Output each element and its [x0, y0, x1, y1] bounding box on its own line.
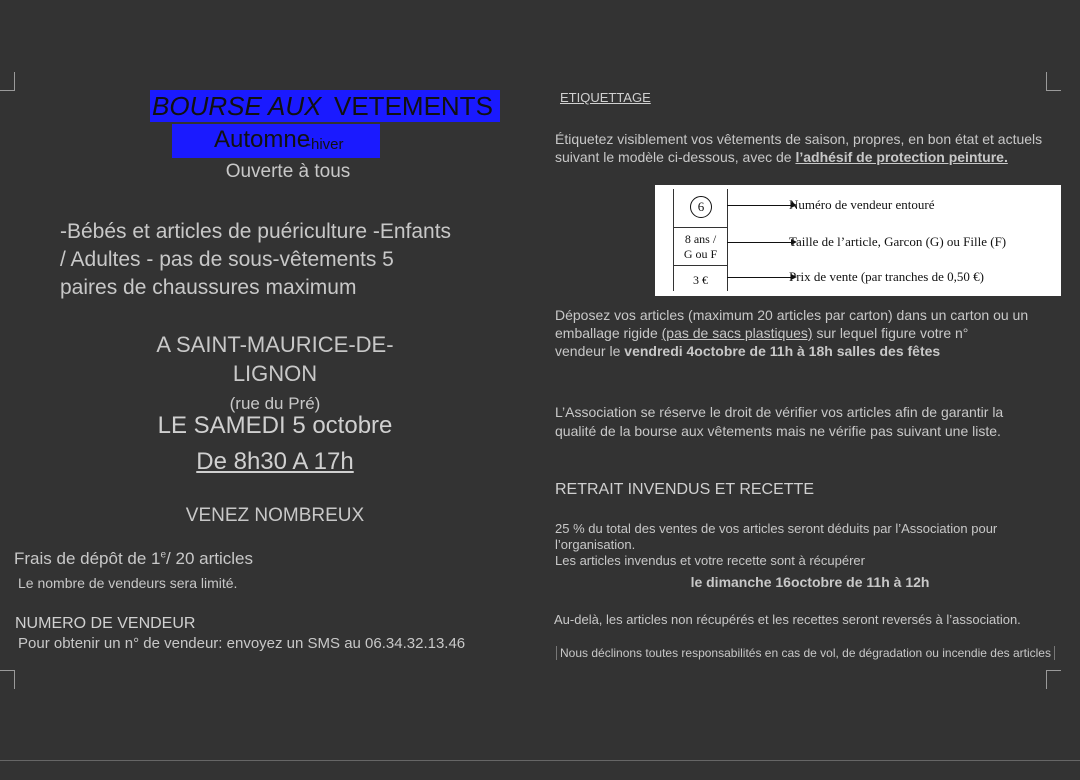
category-line: paires de chaussures maximum [60, 276, 357, 299]
cell-divider [674, 227, 727, 228]
labeling-text [555, 130, 1045, 166]
size-line2: G ou F [683, 247, 718, 261]
deposit-text-no-bags: (pas de sacs plastiques) [661, 325, 813, 341]
arrow-right-icon [727, 277, 795, 278]
labeling-text-tape: l’adhésif de protection peinture. [795, 149, 1008, 165]
labeling-text-main: Étiquetez visiblement vos vêtements de saison, propres, en bon état et actuels suivant le modèle ci-dessous, avec de [555, 131, 1043, 165]
deposit-text-1: Déposez vos articles (maximum 20 articles par carton) dans un carton ou un emballage rigide [555, 307, 1029, 341]
season-main: Automne [214, 126, 311, 153]
corner-mark-top-right [1046, 72, 1061, 91]
event-street: (rue du Pré) [229, 394, 321, 413]
labeling-heading: ETIQUETTAGE [560, 90, 651, 105]
open-to-all: Ouverte à tous [225, 161, 351, 182]
seller-number-instructions: Pour obtenir un n° de vendeur: envoyez un SMS au 06.34.32.13.46 [18, 635, 466, 652]
deposit-text-3: vendeur le [555, 343, 625, 359]
call-to-action: VENEZ NOMBREUX [185, 505, 365, 526]
retrieval-text-1: 25 % du total des ventes de vos articles seront déduits par l’Association pour l’organisation. [555, 521, 998, 552]
beyond-text: Au-delà, les articles non récupérés et les recettes seront reversés à l’association. [554, 612, 1021, 627]
page-bottom-rule [0, 760, 1080, 761]
corner-mark-top-left [0, 72, 15, 91]
association-text: L’Association se réserve le droit de vérifier vos articles afin de garantir la qualité de la bourse aux vêtements mais ne vérifie pas suivant une liste. [555, 404, 1004, 439]
size-line1: 8 ans / [684, 232, 717, 246]
deposit-text [555, 306, 1045, 360]
deposit-date: vendredi 4octobre de 11h à 18h salles des fêtes [624, 343, 941, 359]
category-line: -Bébés et articles de puériculture -Enfants [60, 220, 452, 243]
categories [60, 218, 520, 302]
retrieval-text-2: Les articles invendus et votre recette sont à récupérer [555, 553, 865, 568]
event-place [0, 330, 550, 388]
seller-number-circle: 6 [690, 196, 712, 218]
season-highlight [172, 124, 380, 158]
event-hours [0, 448, 550, 476]
arrow-right-icon [727, 205, 795, 206]
retrieval-date: le dimanche 16octobre de 11h à 12h [690, 574, 930, 590]
seller-number-heading: NUMERO DE VENDEUR [15, 615, 196, 632]
category-line: / Adultes - pas de sous-vêtements 5 [60, 248, 394, 271]
deposit-text-2: sur lequel figure votre n° [812, 325, 969, 341]
title-part2: VETEMENTS [334, 91, 493, 121]
arrow-right-icon [727, 242, 795, 243]
fee-prefix: Frais de dépôt de 1 [14, 549, 161, 568]
retrieval-heading: RETRAIT INVENDUS ET RECETTE [555, 481, 814, 498]
price-cell: 3 € [693, 273, 708, 287]
disclaimer: Nous déclinons toutes responsabilités en cas de vol, de dégradation ou incendie des articles [556, 646, 1055, 660]
desc-size: Taille de l’article, Garcon (G) ou Fille (F) [789, 234, 1007, 249]
event-hours-text: De 8h30 A 17h [196, 448, 354, 475]
event-date: LE SAMEDI 5 octobre [157, 412, 393, 439]
place-line: A SAINT-MAURICE-DE- [156, 332, 394, 357]
fee-sup: e [160, 549, 167, 561]
corner-mark-bottom-left [0, 670, 15, 689]
seller-limit-note: Le nombre de vendeurs sera limité. [18, 575, 238, 591]
deposit-fee [14, 549, 253, 569]
fee-suffix: / 20 articles [166, 549, 253, 568]
title-highlight [150, 90, 500, 124]
retrieval-text [555, 521, 1045, 569]
label-cells [673, 189, 728, 291]
title-part1: BOURSE AUX [152, 91, 322, 121]
place-line: LIGNON [232, 361, 318, 386]
season-suffix: -hiver [306, 136, 344, 153]
desc-number: Numéro de vendeur entouré [789, 197, 935, 212]
cell-divider [674, 265, 727, 266]
corner-mark-bottom-right [1046, 670, 1061, 689]
desc-price: Prix de vente (par tranches de 0,50 €) [789, 269, 984, 284]
label-example [655, 185, 1061, 296]
